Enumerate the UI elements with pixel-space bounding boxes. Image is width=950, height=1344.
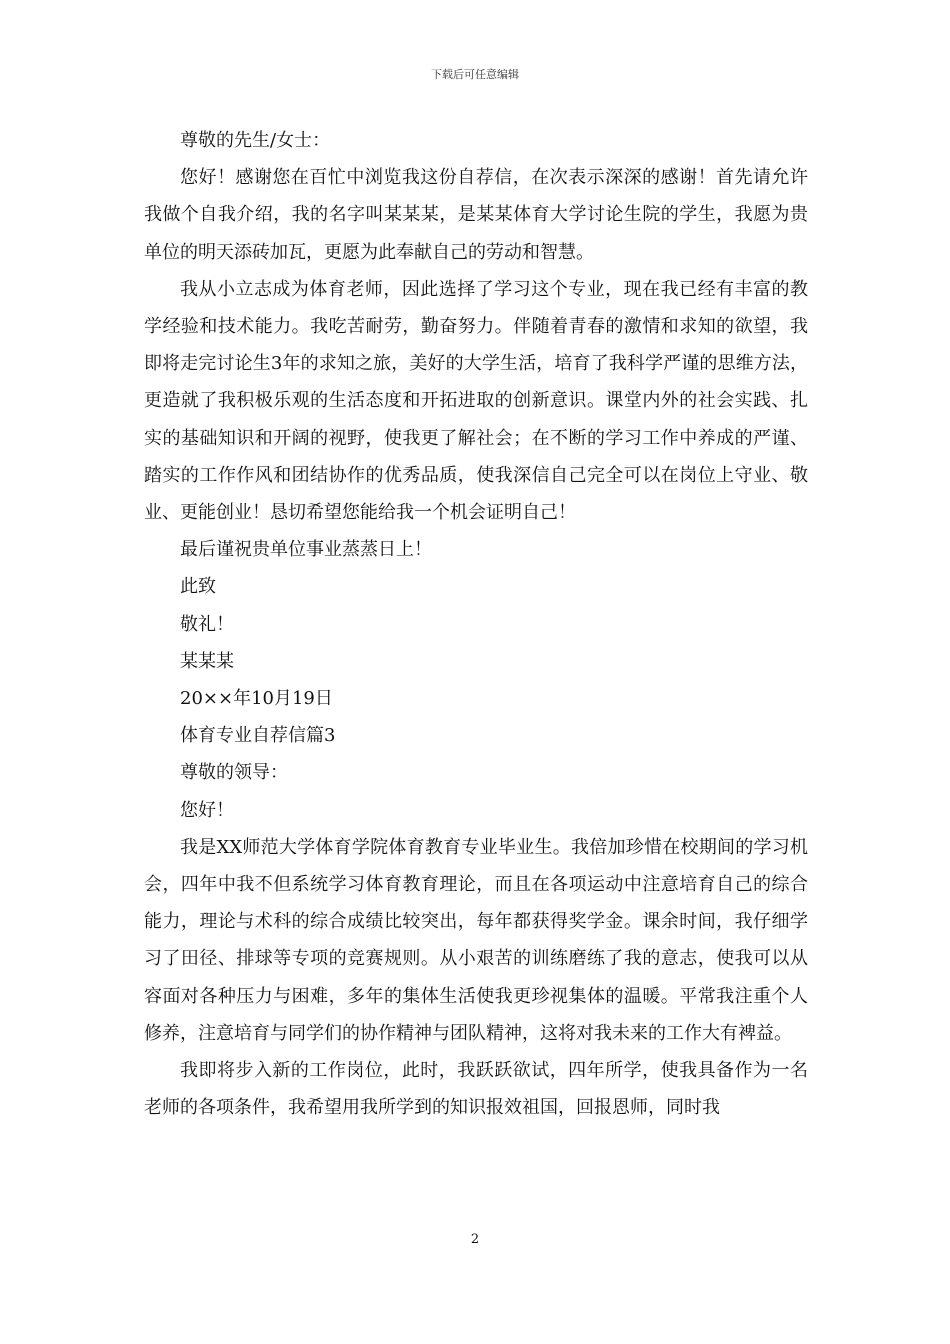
closing-jingli: 敬礼！: [180, 613, 234, 635]
paragraph-new-position: 我即将步入新的工作岗位，此时，我跃跃欲试，四年所学，使我具备作为一名老师的各项条件，我希望用我所学到的知识报效祖国，回报恩师，同时我: [144, 1060, 808, 1119]
section-title: 体育专业自荐信篇3: [180, 725, 336, 747]
paragraph-background: 我从小立志成为体育老师，因此选择了学习这个专业，现在我已经有丰富的教学经验和技术能力。我吃苦耐劳，勤奋努力。伴随着青春的激情和求知的欲望，我即将走完讨论生3年的求知之旅，美好的大学生活，培育了我科学严谨的思维方法，更造就了我积极乐观的生活态度和开拓进取的创新意识。课堂内外的社会实践、扎实的基础知识和开阔的视野，使我更了解社会；在不断的学习工作中养成的严谨、踏实的工作作风和团结协作的优秀品质，使我深信自己完全可以在岗位上守业、敬业、更能创业！恳切希望您能给我一个机会证明自己！: [144, 278, 808, 524]
page-number: 2: [470, 1232, 480, 1247]
signature-date: 20××年10月19日: [180, 688, 333, 710]
salutation: 尊敬的先生/女士：: [180, 130, 331, 151]
paragraph-greeting-intro: 您好！感谢您在百忙中浏览我这份自荐信，在次表示深深的感谢！首先请允许我做个自我介绍，我的名字叫某某某，是某某体育大学讨论生院的学生，我愿为贵单位的明天添砖加瓦，更愿为此奉献自己的劳动和智慧。: [144, 167, 808, 263]
page-header: 下载后可任意编辑: [431, 68, 519, 81]
document-body: [144, 122, 808, 1126]
salutation-2: 尊敬的领导：: [180, 762, 288, 784]
greeting-2: 您好！: [180, 799, 234, 821]
closing-cizhi: 此致: [180, 576, 216, 598]
paragraph-education: 我是XX师范大学体育学院体育教育专业毕业生。我倍加珍惜在校期间的学习机会，四年中我不但系统学习体育教育理论，而且在各项运动中注意培育自己的综合能力，理论与术科的综合成绩比较突出，每年都获得奖学金。课余时间，我仔细学习了田径、排球等专项的竞赛规则。从小艰苦的训练磨练了我的意志，使我可以从容面对各种压力与困难，多年的集体生活使我更珍视集体的温暖。平常我注重个人修养，注意培育与同学们的协作精神与团队精神，这将对我未来的工作大有裨益。: [144, 836, 808, 1044]
closing-wish: 最后谨祝贵单位事业蒸蒸日上！: [180, 539, 432, 561]
signature-name: 某某某: [180, 650, 234, 672]
